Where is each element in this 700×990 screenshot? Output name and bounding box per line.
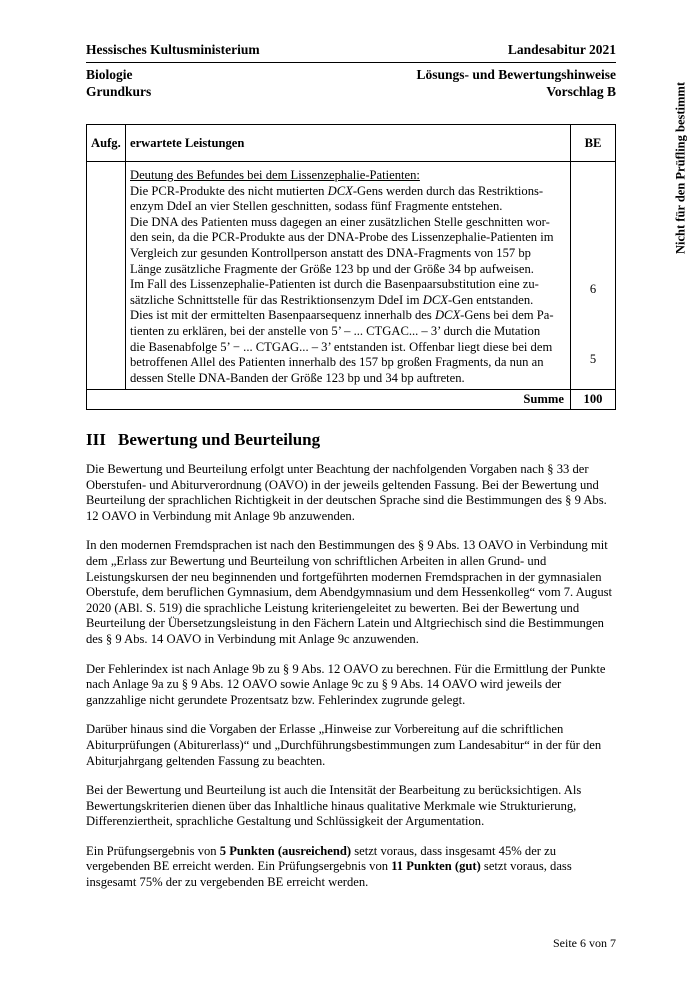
text-line: [130, 246, 566, 262]
sum-row: [87, 390, 616, 410]
text-line: [130, 293, 566, 309]
leistung-cell: [126, 162, 571, 390]
text-line: [130, 199, 566, 215]
paragraph: [86, 538, 616, 647]
text-segment: Die DNA des Patienten muss dagegen an einer zusätzlichen Stelle geschnitten wor-: [130, 214, 550, 229]
table-row: [87, 162, 616, 390]
paragraph: [86, 844, 616, 891]
text-segment: Darüber hinaus sind die Vorgaben der Erlasse „Hinweise zur Vorbereitung auf die schriftlichen Abiturprüfungen (Abiturerlass)“ und „Durchführungsbestimmungen zum Landesabitur“ in der für den Abiturjahrgang geltenden Fassung zu beachten.: [86, 722, 602, 768]
text-segment: DCX: [434, 308, 461, 323]
text-line: [130, 230, 566, 246]
text-line: [130, 262, 566, 278]
row-text: [130, 184, 566, 387]
text-segment: DCX: [422, 292, 448, 307]
text-line: [130, 215, 566, 231]
text-segment: Die Bewertung und Beurteilung erfolgt unter Beachtung der nachfolgenden Vorgaben nach § 33 der Oberstufen- und Abiturverordnung (OAVO) in der jeweils geltenden Fassung. Bei der Bewertung und Beurteilung der sprachlichen Richtigkeit in der deutschen Sprache sind die Bestimmungen des § 9 Abs. 12 OAVO in Verbindung mit Anlage 9b anzuwenden.: [86, 462, 607, 523]
exam-title: Landesabitur 2021: [507, 42, 616, 57]
header-divider: [86, 62, 616, 63]
text-segment: In den modernen Fremdsprachen ist nach den Bestimmungen des § 9 Abs. 13 OAVO in Verbindung mit dem „Erlass zur Bewertung und Beurteilung von schriftlichen Arbeiten in allen Grund- und Leistungskursen der neu beginnenden und fortgeführten modernen Fremdsprachen in der gymnasialen Oberstufe, dem beruflichen Gymnasium, dem Abendgymnasium und dem Hessenkolleg“ vom 7. August 2020 (ABl. S. 519) die sprachliche Leistung kriteriengeleitet zu bewerten. Bei der Bewertung und Beurteilung der Übersetzungsleistung in den Fächern Latein und Altgriechisch sind die Bestimmungen des § 9 Abs. 14 OAVO in Verbindung mit Anlage 9c anzuwenden.: [86, 538, 613, 646]
text-segment: Vergleich zur gesunden Kontrollperson anstatt des DNA-Fragments von 157 bp: [130, 245, 531, 260]
header-row-1: [86, 42, 616, 58]
be-value: 6: [589, 282, 597, 296]
sum-label: Summe: [87, 390, 571, 410]
col-be-header: BE: [571, 125, 616, 162]
text-segment: Dies ist mit der ermittelten Basenpaarsequenz innerhalb des: [130, 308, 435, 323]
text-line: [130, 277, 566, 293]
section-number: III: [86, 430, 106, 449]
text-line: [130, 184, 566, 200]
bold-segment: 5 Punkten (ausreichend): [219, 843, 352, 858]
course: Grundkurs: [86, 84, 152, 99]
page-number: Seite 6 von 7: [553, 936, 616, 950]
text-segment: setzt voraus, dass insgesamt 75% der zu vergebenden BE erreicht werden.: [86, 859, 572, 890]
paragraph: [86, 783, 616, 830]
text-line: [130, 340, 566, 356]
text-segment: -Gens bei dem Pa-: [460, 308, 554, 323]
section-heading: [86, 430, 320, 450]
paragraph: [86, 722, 616, 769]
row-heading: Deutung des Befundes bei dem Lissenzephalie-Patienten:: [130, 168, 420, 182]
institution: Hessisches Kultusministerium: [86, 42, 260, 57]
side-note: [668, 38, 694, 298]
text-segment: die Basenabfolge 5’ − ... CTGAG... – 3’ entstanden ist. Offenbar liegt diese bei dem: [130, 339, 553, 354]
text-segment: setzt voraus, dass insgesamt 45% der zu vergebenden BE erreicht werden. Ein Prüfungsergebnis von: [86, 843, 557, 874]
text-line: [130, 371, 566, 387]
text-line: [130, 324, 566, 340]
col-leistungen-header: erwartete Leistungen: [126, 125, 571, 162]
text-segment: dessen Stelle DNA-Banden der Größe 123 bp und 34 bp auftreten.: [130, 370, 465, 385]
bold-segment: 11 Punkten (gut): [391, 859, 481, 874]
sum-value: 100: [571, 390, 616, 410]
text-segment: -Gens werden durch das Restriktions-: [352, 183, 544, 198]
text-segment: -Gen entstanden.: [447, 292, 534, 307]
text-segment: DCX: [327, 183, 353, 198]
text-segment: tienten zu erklären, bei der anstelle von 5’ – ... CTGAC... – 3’ durch die Mutation: [130, 323, 541, 338]
results-table: [86, 124, 616, 410]
side-note-text: Nicht für den Prüfling bestimmt: [673, 82, 688, 254]
section-body: [86, 462, 616, 905]
header-row-2: [86, 67, 616, 83]
text-segment: enzym DdeI an vier Stellen geschnitten, sodass fünf Fragmente entstehen.: [130, 199, 503, 214]
header-row-3: [86, 84, 616, 100]
text-segment: Länge zusätzliche Fragmente der Größe 123 bp und der Größe 34 bp aufweisen.: [130, 261, 534, 276]
paragraph: [86, 462, 616, 524]
subject: Biologie: [86, 67, 133, 82]
text-line: [130, 308, 566, 324]
section-title: Bewertung und Beurteilung: [118, 430, 321, 449]
text-segment: sätzliche Schnittstelle für das Restriktionsenzym DdeI im: [130, 292, 423, 307]
text-segment: betroffenen Allel des Patienten innerhalb des 157 bp großen Fragments, da nun an: [130, 355, 544, 370]
text-line: [130, 355, 566, 371]
table-header-row: [87, 125, 616, 162]
proposal: Vorschlag B: [546, 84, 616, 99]
paragraph: [86, 662, 616, 709]
col-aufg-header: Aufg.: [87, 125, 126, 162]
text-segment: Im Fall des Lissenzephalie-Patienten ist durch die Basenpaarsubstitution eine zu-: [130, 277, 539, 292]
text-segment: den sein, da die PCR-Produkte aus der DNA-Probe des Lissenzephalie-Patienten im: [130, 230, 554, 245]
text-segment: Die PCR-Produkte des nicht mutierten: [130, 183, 328, 198]
text-segment: Ein Prüfungsergebnis von: [86, 843, 220, 858]
be-cell: [571, 162, 616, 390]
be-value: 5: [589, 352, 597, 366]
text-segment: Bei der Bewertung und Beurteilung ist auch die Intensität der Bearbeitung zu berücksichtigen. Als Bewertungskriterien dienen über das Inhaltliche hinaus qualitative Merkmale wie Strukturierung, Differenziertheit, sprachliche Gestaltung und Schlüssigkeit der Argumentation.: [86, 783, 582, 829]
text-segment: Der Fehlerindex ist nach Anlage 9b zu § 9 Abs. 12 OAVO zu berechnen. Für die Ermittlung der Punkte nach Anlage 9a zu § 9 Abs. 12 OAVO sowie Anlage 9c zu § 9 Abs. 14 OAVO wird jeweils der ganzzahlige nicht gerundete Prozentsatz bzw. Fehlerindex zugrunde gelegt.: [86, 661, 606, 707]
aufg-cell: [87, 162, 126, 390]
doc-type: Lösungs- und Bewertungshinweise: [416, 67, 616, 82]
